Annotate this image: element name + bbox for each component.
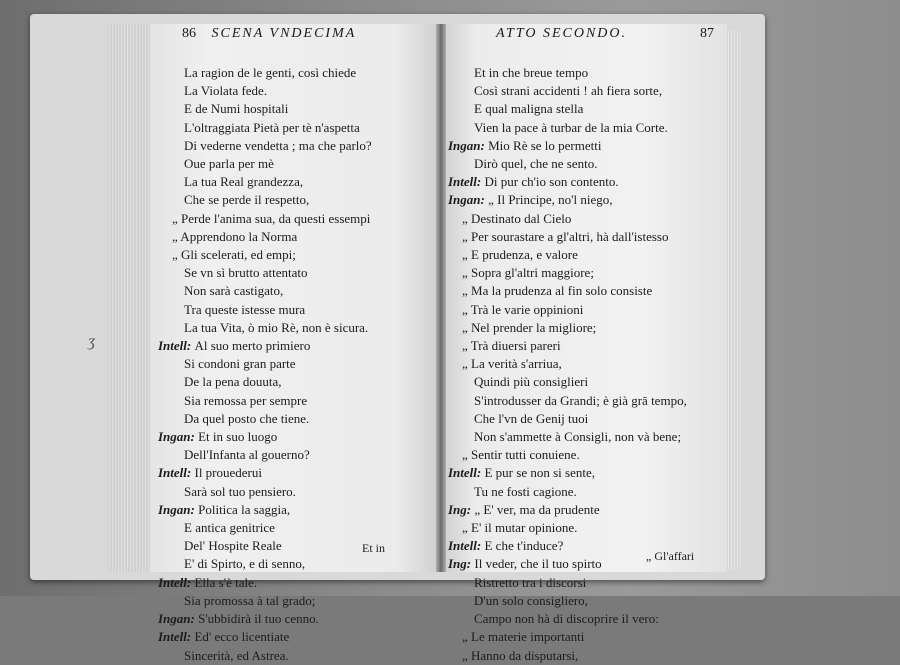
verse-text: Ed' ecco licentiate — [194, 629, 290, 645]
text-line — [158, 428, 440, 446]
text-line — [158, 282, 440, 300]
verse-text: „ Sentir tutti conuiene. — [462, 447, 580, 463]
page-stack-left — [108, 24, 150, 572]
verse-text: „ Gli scelerati, ed empi; — [172, 247, 296, 263]
verse-text: E de Numi hospitali — [184, 101, 289, 117]
text-line — [158, 264, 440, 282]
text-line — [158, 191, 440, 209]
verse-text: „ Sopra gl'altri maggiore; — [462, 265, 594, 281]
speaker-label: Intell: — [158, 629, 195, 645]
text-line — [158, 119, 440, 137]
verse-text: S'introdusser da Grandi; è già grā tempo, — [474, 392, 687, 408]
verse-text: „ Le materie importanti — [462, 629, 585, 645]
speaker-label: Intell: — [448, 174, 485, 190]
speaker-label: Ing: — [448, 556, 475, 572]
text-line — [448, 483, 726, 501]
text-line — [158, 301, 440, 319]
text-line — [448, 392, 726, 410]
verse-text: Et in che breue tempo — [474, 65, 589, 80]
verse-text: La ragion de le genti, così chiede — [184, 65, 357, 80]
text-line — [448, 100, 726, 118]
text-line — [448, 137, 726, 155]
text-line — [158, 519, 440, 537]
margin-ink-mark: ʒ — [88, 333, 96, 350]
left-page-text — [158, 64, 440, 665]
verse-text: Al suo merto primiero — [194, 338, 311, 354]
text-line — [448, 373, 726, 391]
verse-text: Del' Hospite Reale — [184, 538, 282, 554]
text-line — [448, 628, 726, 646]
verse-text: „ La verità s'arriua, — [462, 356, 562, 372]
verse-text: Quindi più consiglieri — [474, 374, 589, 390]
text-line — [448, 119, 726, 137]
verse-text: Politica la saggia, — [198, 501, 291, 517]
verse-text: Dirò quel, che ne sento. — [474, 156, 598, 172]
text-line — [448, 337, 726, 355]
verse-text: Tra queste istesse mura — [184, 301, 306, 317]
verse-text: Dell'Infanta al gouerno? — [184, 447, 310, 463]
right-head-title: ATTO SECONDO. — [496, 26, 628, 41]
text-line — [448, 355, 726, 373]
text-line — [158, 246, 440, 264]
text-line — [158, 155, 440, 173]
verse-text: De la pena douuta, — [184, 374, 282, 390]
text-line — [158, 228, 440, 246]
text-line — [158, 483, 440, 501]
verse-text: „ Il Principe, no'l niego, — [488, 192, 613, 208]
page-stack-right — [727, 30, 743, 570]
verse-text: Vien la pace à turbar de la mia Corte. — [474, 119, 668, 135]
text-line — [158, 64, 440, 82]
verse-text: „ Trà diuersi pareri — [462, 338, 561, 354]
text-line — [448, 282, 726, 300]
text-line — [448, 173, 726, 191]
speaker-label: Intell: — [158, 338, 195, 354]
verse-text: Non s'ammette à Consigli, non và bene; — [474, 429, 682, 445]
verse-text: La Violata fede. — [184, 83, 268, 99]
verse-text: E pur se non si sente, — [484, 465, 595, 481]
speaker-label: Ingan: — [158, 611, 199, 627]
verse-text: Et in suo luogo — [198, 429, 278, 445]
speaker-label: Intell: — [448, 465, 485, 481]
text-line — [158, 464, 440, 482]
verse-text: Mio Rè se lo permetti — [488, 137, 602, 153]
verse-text: La tua Vita, ò mio Rè, non è sicura. — [184, 319, 369, 335]
verse-text: Ella s'è tale. — [194, 574, 258, 590]
text-line — [158, 592, 440, 610]
text-line — [158, 373, 440, 391]
verse-text: S'ubbidirà il tuo cenno. — [198, 611, 319, 627]
verse-text: „ Destinato dal Cielo — [462, 210, 572, 226]
text-line — [448, 647, 726, 665]
text-line — [158, 337, 440, 355]
verse-text: Ristretto tra i discorsi — [474, 574, 587, 590]
verse-text: Non sarà castigato, — [184, 283, 284, 299]
text-line — [448, 64, 726, 82]
verse-text: Così strani accidenti ! ah fiera sorte, — [474, 83, 663, 99]
text-line — [158, 173, 440, 191]
speaker-label: Ingan: — [448, 192, 489, 208]
text-line — [158, 501, 440, 519]
verse-text: Di vederne vendetta ; ma che parlo? — [184, 137, 372, 153]
verse-text: Sia promossa à tal grado; — [184, 592, 316, 608]
left-catchword: Et in — [362, 541, 385, 555]
speaker-label: Intell: — [448, 538, 485, 554]
verse-text: „ Trà le varie oppinioni — [462, 301, 584, 317]
text-line — [448, 264, 726, 282]
text-line — [448, 210, 726, 228]
text-line — [448, 82, 726, 100]
verse-text: „ E' ver, ma da prudente — [474, 501, 600, 517]
text-line — [448, 501, 726, 519]
speaker-label: Ingan: — [158, 429, 199, 445]
left-head-title: SCENA VNDECIMA — [211, 26, 357, 41]
text-line — [158, 392, 440, 410]
text-line — [448, 155, 726, 173]
verse-text: „ Apprendono la Norma — [172, 228, 298, 244]
text-line — [158, 647, 440, 665]
right-page-number: 87 — [700, 26, 714, 41]
verse-text: „ Perde l'anima sua, da questi essempi — [172, 210, 371, 226]
verse-text: Sia remossa per sempre — [184, 392, 308, 408]
verse-text: Si condoni gran parte — [184, 356, 296, 372]
text-line — [158, 82, 440, 100]
verse-text: E' di Spirto, e di senno, — [184, 556, 306, 572]
verse-text: Il prouederui — [194, 465, 262, 481]
speaker-label: Intell: — [158, 574, 195, 590]
text-line — [158, 446, 440, 464]
text-line — [448, 610, 726, 628]
verse-text: „ Hanno da disputarsi, — [462, 647, 579, 663]
text-line — [158, 210, 440, 228]
text-line — [158, 137, 440, 155]
speaker-label: Ingan: — [158, 501, 199, 517]
verse-text: Che l'vn de Genij tuoi — [474, 410, 589, 426]
text-line — [448, 428, 726, 446]
text-line — [158, 319, 440, 337]
right-catchword: „ Gl'affari — [646, 549, 695, 563]
verse-text: „ Nel prender la migliore; — [462, 319, 597, 335]
text-line — [158, 355, 440, 373]
right-page-text — [448, 64, 726, 665]
verse-text: Tu ne fosti cagione. — [474, 483, 577, 499]
speaker-label: Intell: — [158, 465, 195, 481]
text-line — [448, 592, 726, 610]
text-line — [158, 610, 440, 628]
verse-text: D'un solo consigliero, — [474, 592, 588, 608]
text-line — [448, 574, 726, 592]
verse-text: E che t'induce? — [484, 538, 564, 554]
text-line — [448, 228, 726, 246]
verse-text: Il veder, che il tuo spirto — [474, 556, 602, 572]
verse-text: E antica genitrice — [184, 520, 275, 536]
verse-text: Se vn sì brutto attentato — [184, 265, 308, 281]
text-line — [158, 574, 440, 592]
right-running-head — [496, 26, 714, 42]
text-line — [158, 410, 440, 428]
verse-text: Di pur ch'io son contento. — [484, 174, 619, 190]
text-line — [448, 519, 726, 537]
left-running-head — [182, 26, 356, 42]
verse-text: Che se perde il respetto, — [184, 192, 310, 208]
verse-text: L'oltraggiata Pietà per tè n'aspetta — [184, 119, 360, 135]
verse-text: Sarà sol tuo pensiero. — [184, 483, 296, 499]
verse-text: E qual maligna stella — [474, 101, 584, 117]
speaker-label: Ing: — [448, 501, 475, 517]
verse-text: Da quel posto che tiene. — [184, 410, 310, 426]
verse-text: Oue parla per mè — [184, 156, 274, 172]
text-line — [448, 246, 726, 264]
verse-text: „ Ma la prudenza al fin solo consiste — [462, 283, 653, 299]
left-page-number: 86 — [182, 26, 196, 41]
text-line — [448, 464, 726, 482]
verse-text: Campo non hà di discoprire il vero: — [474, 611, 659, 627]
verse-text: „ E' il mutar opinione. — [462, 520, 578, 536]
text-line — [158, 555, 440, 573]
verse-text: „ Per sourastare a gl'altri, hà dall'istesso — [462, 228, 669, 244]
text-line — [158, 100, 440, 118]
text-line — [448, 319, 726, 337]
speaker-label: Ingan: — [448, 137, 489, 153]
text-line — [448, 410, 726, 428]
text-line — [448, 446, 726, 464]
verse-text: La tua Real grandezza, — [184, 174, 304, 190]
verse-text: Sincerità, ed Astrea. — [184, 647, 289, 663]
text-line — [448, 191, 726, 209]
text-line — [158, 628, 440, 646]
text-line — [448, 301, 726, 319]
text-line — [158, 537, 440, 555]
verse-text: „ E prudenza, e valore — [462, 247, 578, 263]
